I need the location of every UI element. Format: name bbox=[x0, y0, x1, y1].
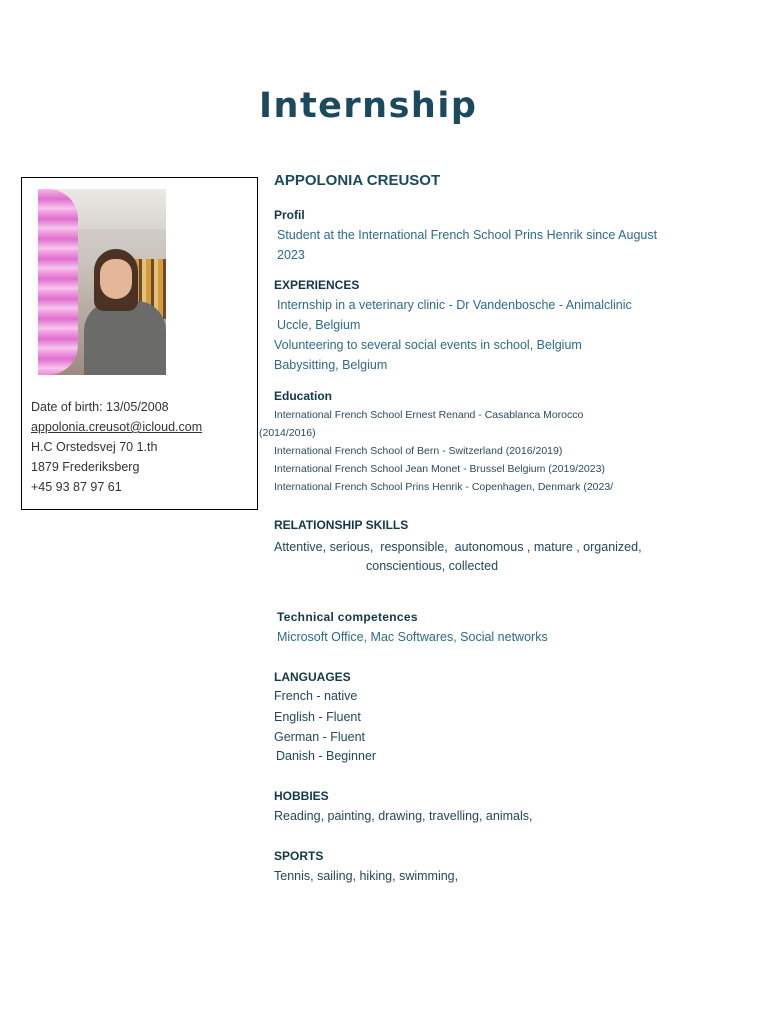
education-item: International French School Jean Monet - Brussel Belgium (2019/2023) bbox=[274, 463, 605, 475]
languages-heading: LANGUAGES bbox=[274, 670, 351, 684]
relationship-line-1: Attentive, serious, responsible, autonomous , mature , organized, bbox=[274, 540, 642, 554]
education-item: International French School Prins Henrik - Copenhagen, Denmark (2023/ bbox=[274, 481, 614, 493]
profil-line-1: Student at the International French School Prins Henrik since August bbox=[277, 228, 658, 242]
language-item: French - native bbox=[274, 689, 358, 703]
profil-line-2: 2023 bbox=[277, 248, 305, 262]
language-item: German - Fluent bbox=[274, 730, 366, 744]
profil-heading: Profil bbox=[274, 208, 305, 222]
relationship-heading: RELATIONSHIP SKILLS bbox=[274, 518, 409, 532]
page-title: Internship bbox=[259, 86, 478, 126]
language-item: English - Fluent bbox=[274, 710, 361, 724]
address-line-1: H.C Orstedsvej 70 1.th bbox=[31, 440, 158, 454]
address-line-2: 1879 Frederiksberg bbox=[31, 460, 140, 474]
sports-heading: SPORTS bbox=[274, 849, 324, 863]
language-item: Danish - Beginner bbox=[276, 749, 377, 763]
education-heading: Education bbox=[274, 389, 333, 403]
date-of-birth: Date of birth: 13/05/2008 bbox=[31, 400, 169, 414]
relationship-line-2: conscientious, collected bbox=[366, 559, 499, 573]
experiences-heading: EXPERIENCES bbox=[274, 278, 360, 292]
candidate-name: APPOLONIA CREUSOT bbox=[274, 172, 441, 189]
profile-photo bbox=[38, 189, 166, 375]
experience-item: Internship in a veterinary clinic - Dr Vandenbosche - Animalclinic bbox=[277, 298, 632, 312]
contact-details bbox=[31, 397, 202, 497]
email-link[interactable]: appolonia.creusot@icloud.com bbox=[31, 420, 203, 434]
education-item: International French School of Bern - Switzerland (2016/2019) bbox=[274, 445, 563, 457]
technical-text: Microsoft Office, Mac Softwares, Social networks bbox=[277, 630, 548, 644]
education-item: (2014/2016) bbox=[259, 427, 316, 439]
hobbies-text: Reading, painting, drawing, travelling, animals, bbox=[274, 809, 533, 823]
phone-number: +45 93 87 97 61 bbox=[31, 480, 122, 494]
experience-item: Volunteering to several social events in school, Belgium bbox=[274, 338, 582, 352]
education-item: International French School Ernest Renand - Casablanca Morocco bbox=[274, 409, 584, 421]
experience-item: Uccle, Belgium bbox=[277, 318, 361, 332]
sports-text: Tennis, sailing, hiking, swimming, bbox=[274, 869, 459, 883]
contact-card bbox=[21, 177, 258, 510]
technical-heading: Technical competences bbox=[277, 610, 418, 624]
experience-item: Babysitting, Belgium bbox=[274, 358, 388, 372]
hobbies-heading: HOBBIES bbox=[274, 789, 329, 803]
